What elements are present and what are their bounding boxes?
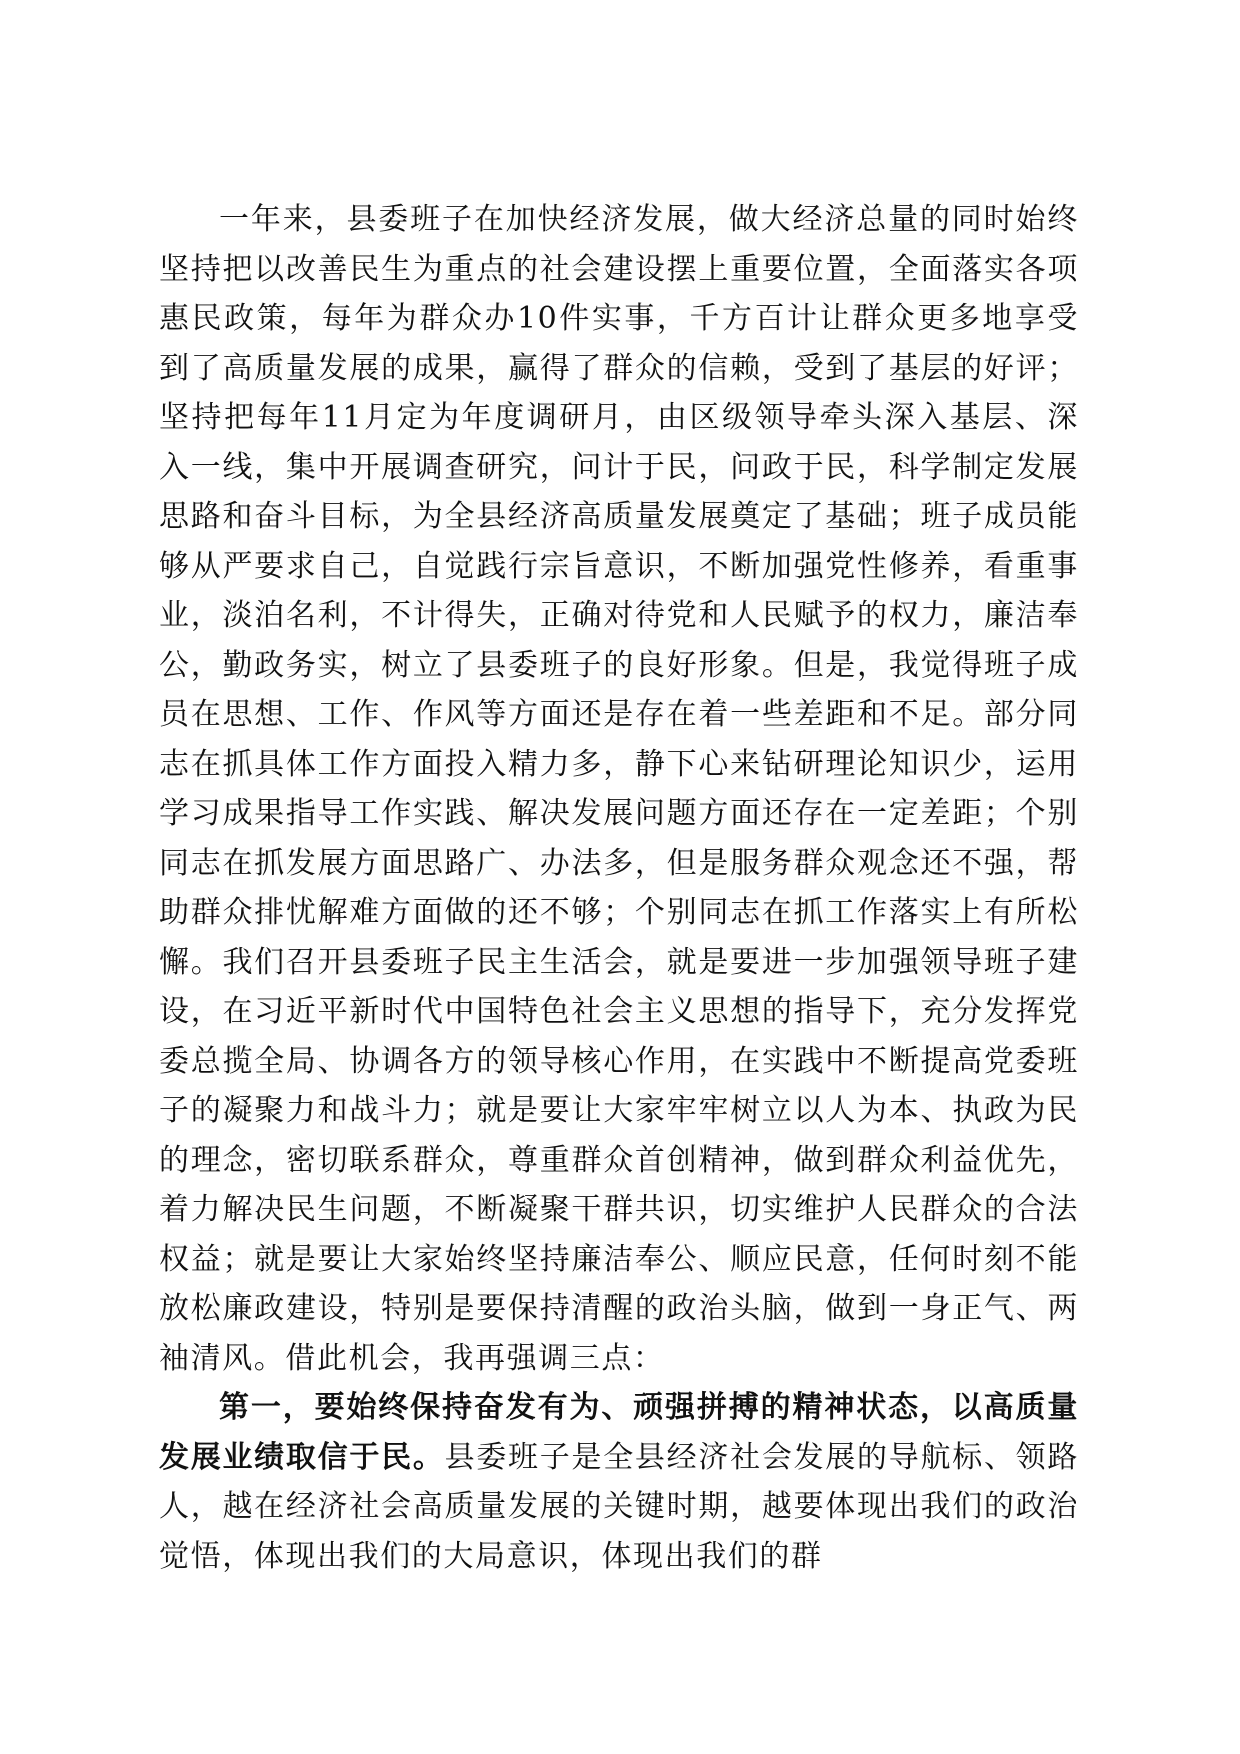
point-one-heading: 第一，要始终保持奋发有为、顽强拼搏的精神状态，以高质量发展业绩取信于民。: [159, 1390, 1079, 1475]
document-body: [159, 195, 1079, 1581]
paragraph-intro-text: 一年来，县委班子在加快经济发展，做大经济总量的同时始终坚持把以改善民生为重点的社会建设摆上重要位置，全面落实各项惠民政策，每年为群众办10件实事，千方百计让群众更多地享受到了高质量发展的成果，赢得了群众的信赖，受到了基层的好评；坚持把每年11月定为年度调研月，由区级领导牵头深入基层、深入一线，集中开展调查研究，问计于民，问政于民，科学制定发展思路和奋斗目标，为全县经济高质量发展奠定了基础；班子成员能够从严要求自己，自觉践行宗旨意识，不断加强党性修养，看重事业，淡泊名利，不计得失，正确对待党和人民赋予的权力，廉洁奉公，勤政务实，树立了县委班子的良好形象。但是，我觉得班子成员在思想、工作、作风等方面还是存在着一些差距和不足。部分同志在抓具体工作方面投入精力多，静下心来钻研理论知识少，运用学习成果指导工作实践、解决发展问题方面还存在一定差距；个别同志在抓发展方面思路广、办法多，但是服务群众观念还不强，帮助群众排忧解难方面做的还不够；个别同志在抓工作落实上有所松懈。我们召开县委班子民主生活会，就是要进一步加强领导班子建设，在习近平新时代中国特色社会主义思想的指导下，充分发挥党委总揽全局、协调各方的领导核心作用，在实践中不断提高党委班子的凝聚力和战斗力；就是要让大家牢牢树立以人为本、执政为民的理念，密切联系群众，尊重群众首创精神，做到群众利益优先，着力解决民生问题，不断凝聚干群共识，切实维护人民群众的合法权益；就是要让大家始终坚持廉洁奉公、顺应民意，任何时刻不能放松廉政建设，特别是要保持清醒的政治头脑，做到一身正气、两袖清风。借此机会，我再强调三点：: [159, 202, 1079, 1376]
point-one-text: 县委班子是全县经济社会发展的导航标、领路人，越在经济社会高质量发展的关键时期，越要体现出我们的政治觉悟，体现出我们的大局意识，体现出我们的群: [159, 1439, 1080, 1574]
paragraph-point-one: [159, 1383, 1079, 1581]
paragraph-intro: [159, 195, 1079, 1383]
